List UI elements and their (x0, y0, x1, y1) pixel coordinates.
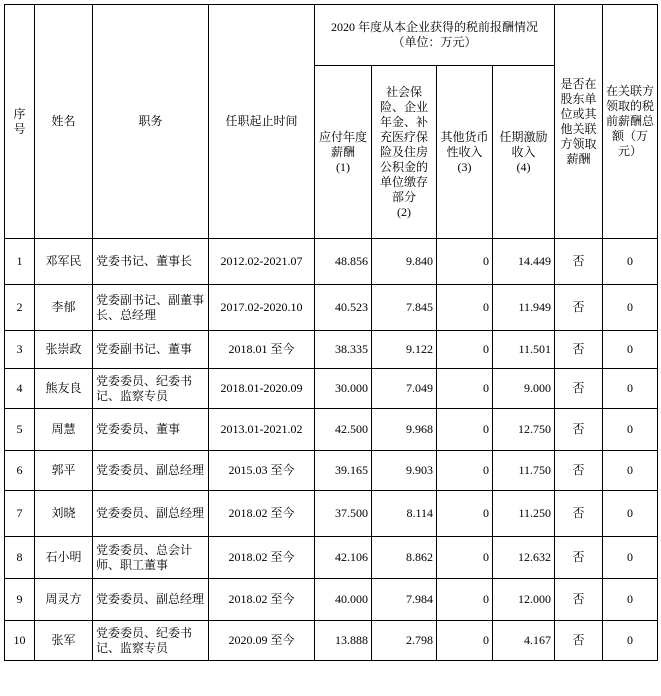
cell-seq: 6 (5, 451, 35, 491)
cell-term-incentive: 12.000 (493, 579, 555, 621)
cell-term-incentive: 11.750 (493, 451, 555, 491)
table-body (5, 239, 658, 661)
cell-is-shareholder-pay: 否 (555, 621, 603, 661)
cell-date: 2018.01 至今 (209, 331, 315, 369)
cell-name: 张崇政 (35, 331, 93, 369)
cell-annual-pay: 39.165 (315, 451, 372, 491)
cell-social-insurance: 9.968 (372, 409, 437, 451)
cell-social-insurance: 7.984 (372, 579, 437, 621)
cell-other-income: 0 (437, 409, 493, 451)
cell-annual-pay: 42.106 (315, 537, 372, 579)
cell-related-party-pay: 0 (603, 331, 658, 369)
cell-date: 2018.02 至今 (209, 491, 315, 537)
cell-related-party-pay: 0 (603, 409, 658, 451)
cell-post: 党委副书记、董事 (93, 331, 209, 369)
cell-term-incentive: 11.949 (493, 285, 555, 331)
header-seq-label: 序号 (13, 106, 26, 136)
header-post: 职务 (93, 5, 209, 239)
cell-term-incentive: 12.632 (493, 537, 555, 579)
cell-term-incentive: 14.449 (493, 239, 555, 285)
cell-post: 党委委员、纪委书记、监察专员 (93, 369, 209, 409)
cell-post: 党委副书记、副董事长、总经理 (93, 285, 209, 331)
cell-other-income: 0 (437, 621, 493, 661)
cell-name: 熊友良 (35, 369, 93, 409)
cell-other-income: 0 (437, 451, 493, 491)
table-row (5, 537, 658, 579)
cell-name: 周慧 (35, 409, 93, 451)
cell-social-insurance: 9.840 (372, 239, 437, 285)
cell-date: 2015.03 至今 (209, 451, 315, 491)
cell-annual-pay: 38.335 (315, 331, 372, 369)
cell-term-incentive: 9.000 (493, 369, 555, 409)
header-term-incentive-income: 任期激励收入 (4) (493, 66, 555, 239)
cell-seq: 1 (5, 239, 35, 285)
cell-post: 党委委员、董事 (93, 409, 209, 451)
cell-seq: 3 (5, 331, 35, 369)
header-group-compensation (315, 5, 555, 66)
cell-other-income: 0 (437, 491, 493, 537)
cell-post: 党委委员、副总经理 (93, 579, 209, 621)
cell-name: 张军 (35, 621, 93, 661)
cell-term-incentive: 4.167 (493, 621, 555, 661)
table-row (5, 331, 658, 369)
cell-date: 2018.02 至今 (209, 537, 315, 579)
table-row (5, 409, 658, 451)
cell-seq: 2 (5, 285, 35, 331)
cell-is-shareholder-pay: 否 (555, 239, 603, 285)
cell-other-income: 0 (437, 369, 493, 409)
table-row (5, 451, 658, 491)
table-row (5, 621, 658, 661)
header-group-line2: （单位：万元） (392, 35, 477, 49)
cell-related-party-pay: 0 (603, 451, 658, 491)
cell-post: 党委委员、副总经理 (93, 451, 209, 491)
table-row (5, 239, 658, 285)
cell-annual-pay: 40.523 (315, 285, 372, 331)
cell-is-shareholder-pay: 否 (555, 451, 603, 491)
cell-is-shareholder-pay: 否 (555, 331, 603, 369)
cell-social-insurance: 7.845 (372, 285, 437, 331)
cell-social-insurance: 9.122 (372, 331, 437, 369)
cell-is-shareholder-pay: 否 (555, 409, 603, 451)
cell-seq: 4 (5, 369, 35, 409)
table-row (5, 369, 658, 409)
cell-other-income: 0 (437, 331, 493, 369)
cell-post: 党委委员、总会计师、职工董事 (93, 537, 209, 579)
header-other-monetary-income: 其他货币性收入 (3) (437, 66, 493, 239)
cell-seq: 7 (5, 491, 35, 537)
cell-date: 2017.02-2020.10 (209, 285, 315, 331)
cell-post: 党委委员、纪委书记、监察专员 (93, 621, 209, 661)
header-related-party-pay: 在关联方领取的税前薪酬总额（万元） (603, 5, 658, 239)
cell-annual-pay: 42.500 (315, 409, 372, 451)
cell-social-insurance: 2.798 (372, 621, 437, 661)
cell-annual-pay: 30.000 (315, 369, 372, 409)
cell-name: 周灵方 (35, 579, 93, 621)
cell-social-insurance: 9.903 (372, 451, 437, 491)
cell-social-insurance: 7.049 (372, 369, 437, 409)
cell-date: 2018.01-2020.09 (209, 369, 315, 409)
cell-term-incentive: 11.250 (493, 491, 555, 537)
cell-social-insurance: 8.114 (372, 491, 437, 537)
cell-term-incentive: 12.750 (493, 409, 555, 451)
header-date: 任职起止时间 (209, 5, 315, 239)
header-name: 姓名 (35, 5, 93, 239)
cell-name: 李郁 (35, 285, 93, 331)
cell-related-party-pay: 0 (603, 369, 658, 409)
compensation-table (4, 4, 658, 661)
cell-other-income: 0 (437, 239, 493, 285)
cell-other-income: 0 (437, 579, 493, 621)
cell-date: 2013.01-2021.02 (209, 409, 315, 451)
cell-other-income: 0 (437, 285, 493, 331)
table-row (5, 579, 658, 621)
cell-term-incentive: 11.501 (493, 331, 555, 369)
header-seq (5, 5, 35, 239)
cell-name: 石小明 (35, 537, 93, 579)
cell-related-party-pay: 0 (603, 285, 658, 331)
cell-name: 郭平 (35, 451, 93, 491)
cell-annual-pay: 48.856 (315, 239, 372, 285)
cell-is-shareholder-pay: 否 (555, 537, 603, 579)
cell-seq: 9 (5, 579, 35, 621)
header-annual-pay: 应付年度薪酬 (1) (315, 66, 372, 239)
header-group-line1: 2020 年度从本企业获得的税前报酬情况 (331, 20, 539, 34)
cell-is-shareholder-pay: 否 (555, 491, 603, 537)
cell-seq: 8 (5, 537, 35, 579)
cell-is-shareholder-pay: 否 (555, 285, 603, 331)
header-is-shareholder-pay: 是否在股东单位或其他关联方领取薪酬 (555, 5, 603, 239)
cell-other-income: 0 (437, 537, 493, 579)
cell-related-party-pay: 0 (603, 239, 658, 285)
cell-annual-pay: 37.500 (315, 491, 372, 537)
cell-related-party-pay: 0 (603, 537, 658, 579)
table-row (5, 491, 658, 537)
table-header-row-1 (5, 5, 658, 66)
cell-annual-pay: 40.000 (315, 579, 372, 621)
table-row (5, 285, 658, 331)
cell-seq: 5 (5, 409, 35, 451)
cell-related-party-pay: 0 (603, 621, 658, 661)
cell-name: 邓军民 (35, 239, 93, 285)
header-social-insurance: 社会保险、企业年金、补充医疗保险及住房公积金的单位缴存部分 (2) (372, 66, 437, 239)
cell-social-insurance: 8.862 (372, 537, 437, 579)
cell-post: 党委书记、董事长 (93, 239, 209, 285)
cell-related-party-pay: 0 (603, 491, 658, 537)
cell-date: 2018.02 至今 (209, 579, 315, 621)
cell-post: 党委委员、副总经理 (93, 491, 209, 537)
cell-related-party-pay: 0 (603, 579, 658, 621)
cell-date: 2012.02-2021.07 (209, 239, 315, 285)
cell-date: 2020.09 至今 (209, 621, 315, 661)
cell-name: 刘晓 (35, 491, 93, 537)
cell-seq: 10 (5, 621, 35, 661)
cell-is-shareholder-pay: 否 (555, 369, 603, 409)
cell-is-shareholder-pay: 否 (555, 579, 603, 621)
cell-annual-pay: 13.888 (315, 621, 372, 661)
